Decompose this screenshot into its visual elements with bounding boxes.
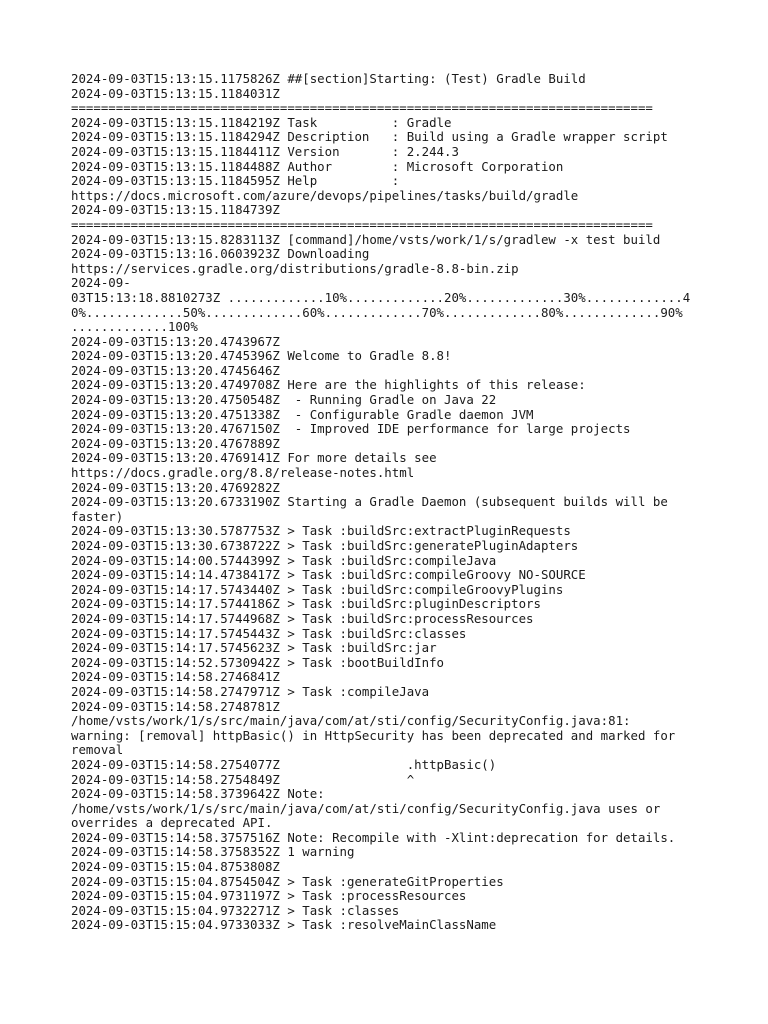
log-line: /home/vsts/work/1/s/src/main/java/com/at/sti/config/SecurityConfig.java:81: <box>71 713 631 729</box>
log-line: 2024-09-03T15:14:17.5744186Z > Task :buildSrc:pluginDescriptors <box>71 596 541 612</box>
log-line: https://docs.microsoft.com/azure/devops/pipelines/tasks/build/gradle <box>71 187 579 203</box>
log-line: https://docs.gradle.org/8.8/release-notes.html <box>71 465 415 481</box>
log-line: 2024-09-03T15:13:20.4743967Z <box>71 333 280 349</box>
log-line: 2024-09-03T15:13:20.6733190Z Starting a Gradle Daemon (subsequent builds will be <box>71 494 668 510</box>
log-line: 2024-09-03T15:14:17.5745443Z > Task :buildSrc:classes <box>71 625 467 641</box>
log-line: faster) <box>71 508 124 524</box>
log-line: /home/vsts/work/1/s/src/main/java/com/at/sti/config/SecurityConfig.java uses or <box>71 800 661 816</box>
log-line: 2024-09-03T15:13:15.8283113Z [command]/home/vsts/work/1/s/gradlew -x test build <box>71 231 661 247</box>
log-line: 2024-09-03T15:13:15.1184488Z Author : Microsoft Corporation <box>71 158 564 174</box>
log-line: 2024-09-03T15:14:58.2747971Z > Task :compileJava <box>71 683 430 699</box>
log-line: 2024-09-03T15:13:20.4769282Z <box>71 479 280 495</box>
log-line: 2024-09-03T15:13:20.4767889Z <box>71 435 280 451</box>
log-line: ============================================================================== <box>71 216 653 232</box>
log-line: 2024-09-03T15:13:30.5787753Z > Task :buildSrc:extractPluginRequests <box>71 523 571 539</box>
log-line: 2024-09-03T15:13:15.1184595Z Help : <box>71 173 400 189</box>
build-log <box>71 72 744 933</box>
log-line: 2024-09-03T15:13:15.1184739Z <box>71 202 280 218</box>
log-line: 2024-09-03T15:13:20.4751338Z - Configurable Gradle daemon JVM <box>71 406 534 422</box>
log-line: 2024-09-03T15:14:52.5730942Z > Task :bootBuildInfo <box>71 654 444 670</box>
log-line: 2024-09- <box>71 275 131 291</box>
log-line: 2024-09-03T15:13:15.1184294Z Description : Build using a Gradle wrapper script <box>71 129 668 145</box>
log-line: 2024-09-03T15:13:20.4767150Z - Improved IDE performance for large projects <box>71 421 631 437</box>
log-line: 2024-09-03T15:13:15.1184031Z <box>71 85 280 101</box>
log-line: 2024-09-03T15:14:14.4738417Z > Task :buildSrc:compileGroovy NO-SOURCE <box>71 567 586 583</box>
log-line: 2024-09-03T15:15:04.8753808Z <box>71 859 280 875</box>
log-line: 2024-09-03T15:14:00.5744399Z > Task :buildSrc:compileJava <box>71 552 497 568</box>
log-line: 2024-09-03T15:14:17.5744968Z > Task :buildSrc:processResources <box>71 610 534 626</box>
log-line: 2024-09-03T15:13:20.4749708Z Here are the highlights of this release: <box>71 377 586 393</box>
log-line: 2024-09-03T15:14:58.3757516Z Note: Recompile with -Xlint:deprecation for details. <box>71 829 676 845</box>
log-line: ============================================================================== <box>71 100 653 116</box>
log-line: 2024-09-03T15:14:58.3739642Z Note: <box>71 786 325 802</box>
log-line: 2024-09-03T15:14:58.2746841Z <box>71 669 280 685</box>
log-line: 2024-09-03T15:14:17.5745623Z > Task :buildSrc:jar <box>71 640 437 656</box>
log-line: warning: [removal] httpBasic() in HttpSecurity has been deprecated and marked for <box>71 727 676 743</box>
log-line: 2024-09-03T15:15:04.9732271Z > Task :classes <box>71 902 400 918</box>
log-line: 2024-09-03T15:15:04.9731197Z > Task :processResources <box>71 888 467 904</box>
log-line: https://services.gradle.org/distributions/gradle-8.8-bin.zip <box>71 260 519 276</box>
log-line: 2024-09-03T15:14:58.2754077Z .httpBasic() <box>71 756 497 772</box>
log-line: 2024-09-03T15:13:20.4745646Z <box>71 362 280 378</box>
log-line: 2024-09-03T15:13:20.4745396Z Welcome to Gradle 8.8! <box>71 348 452 364</box>
log-line: 2024-09-03T15:14:58.3758352Z 1 warning <box>71 844 355 860</box>
log-line: 2024-09-03T15:14:58.2748781Z <box>71 698 280 714</box>
log-line: 2024-09-03T15:13:16.0603923Z Downloading <box>71 246 370 262</box>
log-line: 2024-09-03T15:13:15.1184411Z Version : 2.244.3 <box>71 143 459 159</box>
log-line: 2024-09-03T15:13:20.4769141Z For more details see <box>71 450 437 466</box>
log-line: 03T15:13:18.8810273Z .............10%.............20%.............30%.............4 <box>71 289 691 305</box>
log-line: 0%.............50%.............60%.............70%.............80%.............90% <box>71 304 683 320</box>
log-line: 2024-09-03T15:13:30.6738722Z > Task :buildSrc:generatePluginAdapters <box>71 538 579 553</box>
log-line: 2024-09-03T15:14:58.2754849Z ^ <box>71 771 415 787</box>
log-line: 2024-09-03T15:13:15.1175826Z ##[section]Starting: (Test) Gradle Build <box>71 71 586 86</box>
log-line: 2024-09-03T15:13:15.1184219Z Task : Gradle <box>71 114 452 130</box>
log-line: .............100% <box>71 319 198 335</box>
log-line: 2024-09-03T15:14:17.5743440Z > Task :buildSrc:compileGroovyPlugins <box>71 581 564 597</box>
log-line: 2024-09-03T15:15:04.9733033Z > Task :resolveMainClassName <box>71 917 497 933</box>
log-line: overrides a deprecated API. <box>71 815 273 831</box>
log-line: 2024-09-03T15:13:20.4750548Z - Running Gradle on Java 22 <box>71 392 497 408</box>
log-line: removal <box>71 742 124 758</box>
log-line: 2024-09-03T15:15:04.8754504Z > Task :generateGitProperties <box>71 873 504 889</box>
